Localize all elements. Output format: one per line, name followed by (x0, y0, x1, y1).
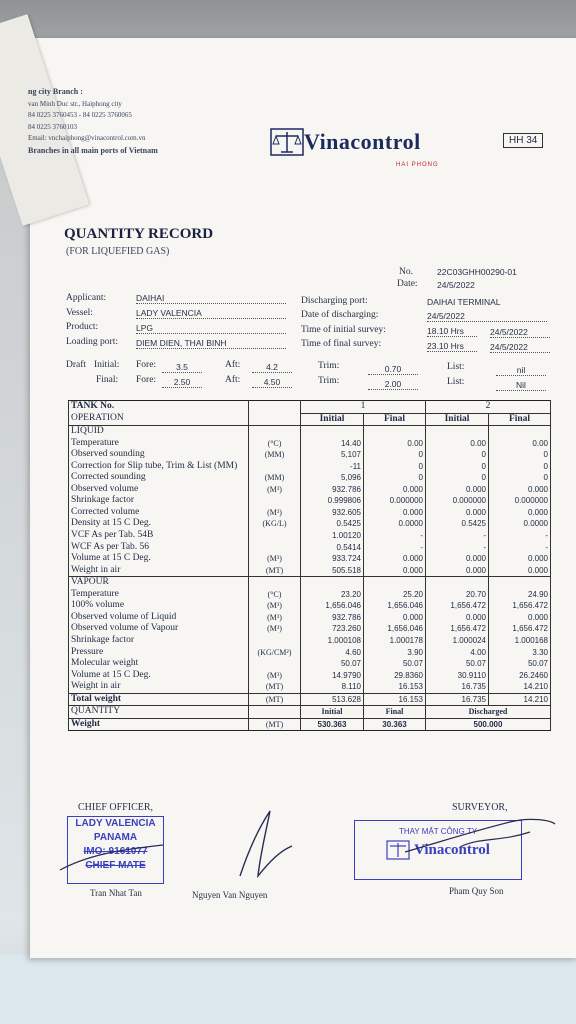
tank-1-initial-value: 1.000108 (301, 635, 364, 647)
tank-1-initial-value: 0.5425 (301, 518, 364, 530)
branch-line: 84 0225 3760453 - 84 0225 3760065 (28, 111, 132, 119)
tank-2-initial-value: 4.00 (426, 646, 489, 658)
tank-1-initial-value: 8.110 (301, 681, 364, 693)
tank-2-final-value: 50.07 (489, 658, 551, 670)
quantity-row (69, 706, 551, 719)
tank-2-initial-value: 0 (426, 472, 489, 484)
no-label: No. (399, 267, 413, 277)
initial-aft-value: 4.2 (252, 362, 292, 373)
weight-initial-value: 530.363 (301, 718, 364, 731)
liquid-row (69, 495, 551, 507)
list-label: List: (447, 377, 465, 387)
tank-1-final-value: 16.153 (364, 681, 426, 693)
liquid-row-label: Corrected volume (69, 507, 249, 519)
liquid-row-label: Volume at 15 C Deg. (69, 553, 249, 565)
initial-survey-time: 18.10 Hrs (427, 326, 477, 337)
branch-line: Branches in all main ports of Vietnam (28, 145, 158, 155)
applicant-value: DAIHAI (136, 293, 286, 304)
tank-1-initial-value: 932.786 (301, 484, 364, 496)
tank-1-final-value: 0 (364, 472, 426, 484)
tank-2-initial-value: 0.000 (426, 612, 489, 624)
tank-2-final-value: 0 (489, 449, 551, 461)
weight-row (69, 718, 551, 731)
tank-1-final-value: - (364, 530, 426, 542)
branch-line: van Minh Duc str., Haiphong city (28, 99, 122, 108)
weight-label: Weight (69, 718, 249, 731)
vapour-row (69, 658, 551, 670)
quantity-discharged-header: Discharged (426, 706, 551, 719)
tank-2-final-value: 26.2460 (489, 670, 551, 682)
weight-discharged-value: 500.000 (426, 718, 551, 731)
logo-subtitle: HAI PHONG (396, 162, 439, 168)
tank-2-final-value: 0 (489, 461, 551, 473)
vapour-row-unit: (M³) (249, 612, 301, 624)
quantity-label: QUANTITY (69, 706, 249, 719)
operation-row (69, 413, 551, 426)
tank-2-final-value: 0.000 (489, 553, 551, 565)
scale-icon (270, 128, 304, 156)
vapour-row (69, 589, 551, 601)
vapour-row-unit: (M³) (249, 623, 301, 635)
liquid-row-unit (249, 542, 301, 554)
tank-2-final-value: 0.0000 (489, 518, 551, 530)
tank-1-final-value: 29.8360 (364, 670, 426, 682)
liquid-row-unit (249, 530, 301, 542)
total-weight-row (69, 693, 551, 706)
weight-unit: (MT) (249, 718, 301, 731)
liquid-row-label: VCF As per Tab. 54B (69, 530, 249, 542)
stamp-company-line: THAY MẶT CÔNG TY (398, 827, 478, 836)
chief-officer-signature (230, 806, 300, 886)
tank-2-final-value: - (489, 530, 551, 542)
tank-2-final-value: 0.000 (489, 484, 551, 496)
vapour-row-unit: (MT) (249, 681, 301, 693)
tank-2-initial-value: 1,656.472 (426, 623, 489, 635)
tank-1-initial-header: Initial (301, 413, 364, 426)
branch-info (28, 86, 158, 157)
liquid-row-label: Correction for Slip tube, Trim & List (MM) (69, 461, 249, 473)
liquid-row (69, 484, 551, 496)
tank-2-initial-header: Initial (426, 413, 489, 426)
liquid-row (69, 449, 551, 461)
quantity-table-body (69, 401, 551, 731)
initial-survey-label: Time of initial survey: (301, 325, 386, 335)
tank-1-final-value: 3.90 (364, 646, 426, 658)
surveyor-signature (400, 812, 560, 862)
tank-1-initial-value: 23.20 (301, 589, 364, 601)
liquid-row (69, 553, 551, 565)
liquid-row-unit: (°C) (249, 438, 301, 450)
stamp-flag: PANAMA (93, 832, 138, 843)
tank-2-header: 2 (426, 401, 551, 414)
tank-1-initial-value: 933.724 (301, 553, 364, 565)
quantity-initial-header: Initial (301, 706, 364, 719)
tank-2-initial-value: 0.000 (426, 507, 489, 519)
tank-2-final-value: 0.000000 (489, 495, 551, 507)
stamp-signature-stroke (58, 840, 168, 880)
tank-2-initial-value: 20.70 (426, 589, 489, 601)
name-surveyor: Pham Quy Son (449, 886, 504, 896)
initial-survey-date: 24/5/2022 (490, 327, 550, 338)
liquid-row (69, 565, 551, 577)
tank-2-final-value: 0.000 (489, 612, 551, 624)
tank-2-final-value: 0 (489, 472, 551, 484)
total-weight-label: Total weight (69, 693, 249, 706)
tank-1-initial-value: 1,656.046 (301, 600, 364, 612)
vapour-row (69, 635, 551, 647)
quantity-final-header: Final (364, 706, 426, 719)
tank-2-initial-value: - (426, 530, 489, 542)
tank-2-initial-value: 0.00 (426, 438, 489, 450)
quantity-table (68, 400, 551, 731)
vapour-label: VAPOUR (69, 577, 249, 589)
loading-port-value: DIEM DIEN, THAI BINH (136, 338, 286, 349)
tank-1-final-value: 0.000 (364, 612, 426, 624)
applicant-label: Applicant: (66, 293, 107, 303)
name-middle: Nguyen Van Nguyen (192, 890, 268, 900)
tank-1-initial-value: 723.260 (301, 623, 364, 635)
draft-final-label: Final: (96, 375, 119, 385)
discharging-port-value: DAIHAI TERMINAL (427, 297, 501, 307)
tank-1-final-value: 0.000000 (364, 495, 426, 507)
tank-1-final-header: Final (364, 413, 426, 426)
total-weight-value: 14.210 (489, 693, 551, 706)
tank-1-initial-value: 14.40 (301, 438, 364, 450)
liquid-row-unit: (MM) (249, 449, 301, 461)
stamp-imo: IMO: 9161077 (83, 846, 148, 857)
tank-1-final-value: 0.0000 (364, 518, 426, 530)
date-discharging-value: 24/5/2022 (427, 311, 547, 322)
surveyor-label: SURVEYOR, (452, 802, 508, 813)
tank-2-initial-value: 1.000024 (426, 635, 489, 647)
name-chief-officer: Tran Nhat Tan (90, 888, 142, 898)
liquid-row-unit (249, 461, 301, 473)
total-weight-value: 16.735 (426, 693, 489, 706)
tank-1-initial-value: 932.605 (301, 507, 364, 519)
tank-1-initial-value: 50.07 (301, 658, 364, 670)
tank-2-final-value: 14.210 (489, 681, 551, 693)
vapour-row (69, 670, 551, 682)
stamp-role: CHIEF MATE (85, 860, 146, 871)
vessel-value: LADY VALENCIA (136, 308, 286, 319)
initial-fore-value: 3.5 (162, 362, 202, 373)
tank-2-initial-value: 0.5425 (426, 518, 489, 530)
liquid-row-label: Observed volume (69, 484, 249, 496)
branch-title: ng city Branch : (28, 87, 83, 96)
tank-2-final-value: 1.000168 (489, 635, 551, 647)
liquid-row-unit: (KG/L) (249, 518, 301, 530)
tank-1-final-value: 50.07 (364, 658, 426, 670)
liquid-row (69, 438, 551, 450)
form-code: HH 34 (503, 133, 543, 148)
tank-1-final-value: - (364, 542, 426, 554)
total-weight-unit: (MT) (249, 693, 301, 706)
liquid-row-label: Temperature (69, 438, 249, 450)
vapour-row-label: Shrinkage factor (69, 635, 249, 647)
liquid-row (69, 472, 551, 484)
tank-1-initial-value: 4.60 (301, 646, 364, 658)
final-survey-time: 23.10 Hrs (427, 341, 477, 352)
tank-1-initial-value: -11 (301, 461, 364, 473)
trim-label: Trim: (318, 376, 340, 386)
initial-list-value: nil (496, 365, 546, 376)
final-list-value: Nil (496, 380, 546, 391)
tank-2-initial-value: 0 (426, 461, 489, 473)
liquid-row (69, 530, 551, 542)
total-weight-value: 513.628 (301, 693, 364, 706)
product-label: Product: (66, 322, 99, 332)
liquid-row-label: Shrinkage factor (69, 495, 249, 507)
tank-1-initial-value: 5,107 (301, 449, 364, 461)
list-label: List: (447, 362, 465, 372)
vapour-row (69, 612, 551, 624)
discharging-port-label: Discharging port: (301, 296, 368, 306)
vapour-row (69, 681, 551, 693)
liquid-label: LIQUID (69, 426, 249, 438)
branch-line: Email: vnchaiphong@vinacontrol.com.vn (28, 134, 146, 142)
tank-2-final-value: 0.000 (489, 565, 551, 577)
fore-label: Fore: (136, 360, 157, 370)
vapour-row-label: Observed volume of Liquid (69, 612, 249, 624)
vessel-label: Vessel: (66, 308, 93, 318)
tank-1-final-value: 0 (364, 461, 426, 473)
tank-2-initial-value: 0 (426, 449, 489, 461)
tank-1-initial-value: 1.00120 (301, 530, 364, 542)
final-trim-value: 2.00 (368, 379, 418, 390)
initial-trim-value: 0.70 (368, 364, 418, 375)
liquid-row (69, 507, 551, 519)
final-fore-value: 2.50 (162, 377, 202, 388)
tank-1-initial-value: 14.9790 (301, 670, 364, 682)
liquid-row-label: WCF As per Tab. 56 (69, 542, 249, 554)
final-survey-date: 24/5/2022 (490, 342, 550, 353)
tank-1-final-value: 0.000 (364, 507, 426, 519)
tank-2-initial-value: 50.07 (426, 658, 489, 670)
tank-1-initial-value: 932.786 (301, 612, 364, 624)
liquid-row-unit (249, 495, 301, 507)
logo-name: Vinacontrol (304, 129, 421, 154)
tank-2-initial-value: 16.735 (426, 681, 489, 693)
date-label: Date: (397, 279, 418, 289)
tank-2-initial-value: 0.000 (426, 553, 489, 565)
vapour-section-row (69, 577, 551, 589)
liquid-row (69, 461, 551, 473)
liquid-row-unit: (M³) (249, 507, 301, 519)
liquid-row (69, 542, 551, 554)
total-weight-value: 16.153 (364, 693, 426, 706)
chief-officer-label: CHIEF OFFICER, (78, 802, 154, 813)
vapour-row-label: 100% volume (69, 600, 249, 612)
tank-2-final-value: - (489, 542, 551, 554)
tank-2-initial-value: 30.9110 (426, 670, 489, 682)
aft-label: Aft: (225, 375, 241, 385)
tank-1-final-value: 1,656.046 (364, 600, 426, 612)
loading-port-label: Loading port: (66, 337, 118, 347)
date-discharging-label: Date of discharging: (301, 310, 379, 320)
tank-2-final-value: 24.90 (489, 589, 551, 601)
folder-background (0, 955, 576, 1024)
liquid-section-row (69, 426, 551, 438)
tank-1-final-value: 0.000 (364, 553, 426, 565)
vapour-row-unit: (M³) (249, 600, 301, 612)
draft-initial-label: Initial: (94, 360, 120, 370)
liquid-row-unit: (M³) (249, 553, 301, 565)
final-survey-label: Time of final survey: (301, 339, 382, 349)
liquid-row-unit: (MM) (249, 472, 301, 484)
vapour-row-label: Pressure (69, 646, 249, 658)
tank-1-final-value: 0.000 (364, 565, 426, 577)
tank-1-final-value: 1.000178 (364, 635, 426, 647)
tank-1-final-value: 0.00 (364, 438, 426, 450)
vapour-row-label: Weight in air (69, 681, 249, 693)
tank-1-final-value: 0.000 (364, 484, 426, 496)
tank-2-initial-value: 0.000 (426, 565, 489, 577)
vapour-row-label: Molecular weight (69, 658, 249, 670)
tank-1-header: 1 (301, 401, 426, 414)
aft-label: Aft: (225, 360, 241, 370)
tank-1-initial-value: 0.5414 (301, 542, 364, 554)
tank-1-initial-value: 0.999806 (301, 495, 364, 507)
trim-label: Trim: (318, 361, 340, 371)
table-header-row (69, 401, 551, 414)
record-date: 24/5/2022 (437, 280, 475, 290)
vapour-row-unit: (M³) (249, 670, 301, 682)
liquid-row-label: Corrected sounding (69, 472, 249, 484)
tank-2-final-value: 3.30 (489, 646, 551, 658)
liquid-row-unit: (MT) (249, 565, 301, 577)
vapour-row-label: Temperature (69, 589, 249, 601)
draft-label: Draft (66, 360, 87, 370)
tank-2-final-value: 1,656.472 (489, 600, 551, 612)
liquid-row-unit: (M³) (249, 484, 301, 496)
vinacontrol-logo (270, 128, 421, 156)
final-aft-value: 4.50 (252, 377, 292, 388)
tank-2-final-value: 0.00 (489, 438, 551, 450)
liquid-row-label: Weight in air (69, 565, 249, 577)
tank-2-initial-value: - (426, 542, 489, 554)
record-number: 22C03GHH00290-01 (437, 267, 517, 277)
tank-1-final-value: 25.20 (364, 589, 426, 601)
tank-2-initial-value: 0.000 (426, 484, 489, 496)
tank-2-initial-value: 0.000000 (426, 495, 489, 507)
vapour-row (69, 623, 551, 635)
tank-2-final-value: 1,656.472 (489, 623, 551, 635)
tank-1-final-value: 0 (364, 449, 426, 461)
vapour-row-unit (249, 658, 301, 670)
stamp-company-name: Vinacontrol (414, 841, 490, 858)
product-value: LPG (136, 323, 286, 334)
vapour-row-label: Observed volume of Vapour (69, 623, 249, 635)
tank-1-initial-value: 5,096 (301, 472, 364, 484)
weight-final-value: 30.363 (364, 718, 426, 731)
vapour-row (69, 646, 551, 658)
vapour-row-unit: (°C) (249, 589, 301, 601)
tank-1-final-value: 1,656.046 (364, 623, 426, 635)
liquid-row-label: Observed sounding (69, 449, 249, 461)
liquid-row-label: Density at 15 C Deg. (69, 518, 249, 530)
operation-label: OPERATION (69, 413, 249, 426)
vapour-row-label: Volume at 15 C Deg. (69, 670, 249, 682)
tank-1-initial-value: 505.518 (301, 565, 364, 577)
vapour-row-unit: (KG/CM²) (249, 646, 301, 658)
tank-2-final-value: 0.000 (489, 507, 551, 519)
vapour-row-unit (249, 635, 301, 647)
tank-no-label: TANK No. (69, 401, 249, 414)
fore-label: Fore: (136, 375, 157, 385)
branch-line: 84 0225 3760103 (28, 122, 77, 131)
page-subtitle: (FOR LIQUEFIED GAS) (66, 246, 170, 257)
tank-2-initial-value: 1,656.472 (426, 600, 489, 612)
vapour-row (69, 600, 551, 612)
stamp-vessel-name: LADY VALENCIA (75, 818, 156, 829)
liquid-row (69, 518, 551, 530)
tank-2-final-header: Final (489, 413, 551, 426)
page-title: QUANTITY RECORD (64, 226, 214, 242)
